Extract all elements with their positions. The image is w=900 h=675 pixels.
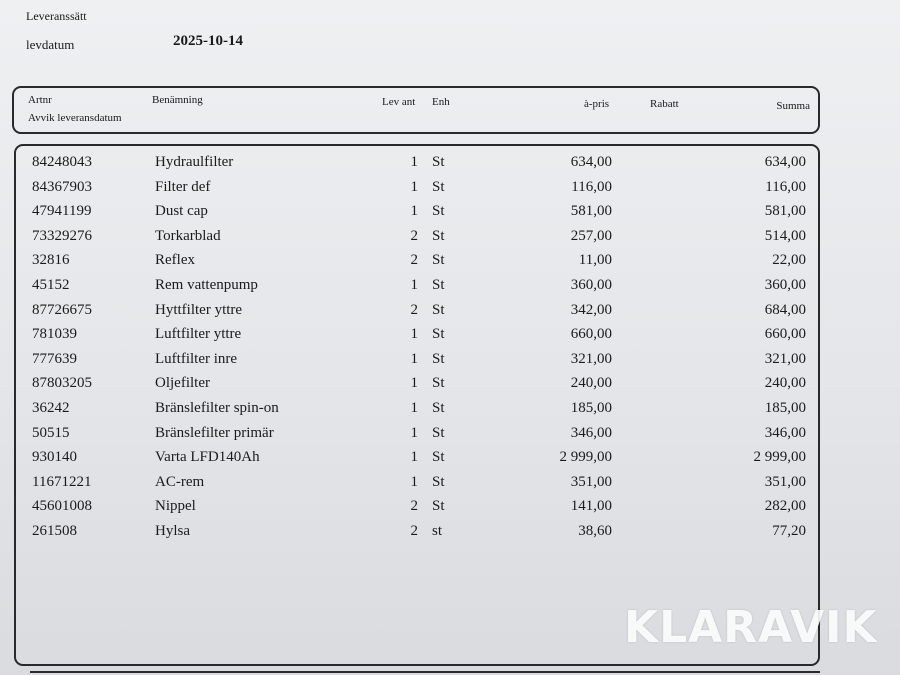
item-artnr: 11671221	[32, 473, 92, 490]
item-name: Hylsa	[155, 523, 190, 539]
item-unit-price: 660,00	[570, 326, 612, 343]
item-artnr: 84248043	[32, 154, 92, 170]
item-sum: 684,00	[764, 301, 806, 318]
delivery-date-label: levdatum	[26, 37, 75, 52]
item-sum: 360,00	[764, 277, 806, 293]
table-row	[16, 471, 818, 493]
item-quantity: 1	[410, 449, 418, 466]
col-header-enh: Enh	[432, 96, 450, 108]
item-unit-price: 11,00	[578, 252, 612, 269]
column-header-box	[12, 86, 820, 134]
item-name: Nippel	[155, 498, 196, 515]
item-artnr: 36242	[32, 400, 70, 416]
table-row	[16, 200, 818, 222]
table-row	[16, 422, 818, 444]
table-row	[16, 372, 818, 394]
item-unit-price: 38,60	[578, 523, 612, 539]
item-quantity: 1	[410, 350, 418, 367]
delivery-date-value: 2025-10-14	[173, 33, 243, 49]
item-quantity: 2	[410, 523, 418, 539]
table-row	[16, 446, 818, 468]
item-sum: 116,00	[765, 178, 806, 195]
item-name: Bränslefilter spin-on	[155, 400, 279, 416]
item-unit: St	[432, 301, 445, 318]
item-sum: 77,20	[772, 523, 806, 539]
item-unit: St	[432, 154, 445, 170]
col-header-summa: Summa	[776, 100, 810, 112]
item-name: Rem vattenpump	[155, 277, 258, 293]
item-unit: St	[432, 277, 445, 293]
item-artnr: 87726675	[32, 301, 92, 318]
table-row	[16, 520, 818, 542]
item-unit-price: 360,00	[570, 277, 612, 293]
item-sum: 22,00	[772, 252, 806, 269]
item-artnr: 45601008	[32, 498, 92, 515]
item-sum: 351,00	[764, 473, 806, 490]
item-quantity: 2	[410, 301, 418, 318]
item-sum: 660,00	[764, 326, 806, 343]
item-unit: St	[432, 203, 445, 220]
col-header-lev-ant: Lev ant	[382, 96, 416, 108]
item-artnr: 87803205	[32, 375, 92, 392]
item-unit: St	[432, 178, 445, 195]
item-quantity: 1	[410, 400, 418, 416]
item-name: Filter def	[155, 178, 211, 195]
item-unit-price: 634,00	[570, 154, 612, 170]
item-name: Oljefilter	[155, 375, 210, 392]
item-quantity: 1	[410, 178, 418, 195]
item-unit: St	[432, 449, 445, 466]
item-name: Varta LFD140Ah	[155, 449, 260, 466]
item-unit-price: 321,00	[570, 350, 612, 367]
item-name: Reflex	[155, 252, 195, 269]
item-unit: St	[432, 375, 445, 392]
item-quantity: 2	[410, 498, 418, 515]
item-artnr: 930140	[32, 449, 77, 466]
item-artnr: 47941199	[32, 203, 92, 220]
table-row	[16, 495, 818, 517]
item-artnr: 50515	[32, 424, 70, 441]
item-unit: St	[432, 473, 445, 490]
item-unit: St	[432, 227, 445, 244]
item-unit-price: 240,00	[570, 375, 612, 392]
item-unit-price: 351,00	[570, 473, 612, 490]
item-artnr: 261508	[32, 523, 77, 539]
item-sum: 321,00	[764, 350, 806, 367]
item-sum: 346,00	[764, 424, 806, 441]
item-artnr: 84367903	[32, 178, 92, 195]
table-row	[16, 176, 818, 198]
item-unit: St	[432, 400, 445, 416]
item-sum: 240,00	[764, 375, 806, 392]
item-quantity: 1	[410, 424, 418, 441]
item-name: Luftfilter inre	[155, 350, 238, 367]
item-unit: St	[432, 498, 445, 515]
item-quantity: 1	[410, 203, 418, 220]
col-header-artnr: Artnr	[28, 94, 52, 106]
item-name: Luftfilter yttre	[155, 326, 242, 343]
table-row	[16, 274, 818, 296]
item-sum: 514,00	[764, 227, 806, 244]
item-quantity: 1	[410, 154, 418, 170]
item-artnr: 73329276	[32, 227, 92, 244]
table-row	[16, 151, 818, 173]
item-unit-price: 185,00	[570, 400, 612, 416]
item-sum: 282,00	[764, 498, 806, 515]
item-quantity: 1	[410, 473, 418, 490]
item-name: Hyttfilter yttre	[155, 301, 243, 318]
table-row	[16, 348, 818, 370]
item-name: Torkarblad	[155, 227, 221, 244]
item-name: Bränslefilter primär	[155, 424, 274, 441]
item-unit: st	[432, 523, 443, 539]
item-artnr: 781039	[32, 326, 77, 343]
item-sum: 185,00	[764, 400, 806, 416]
item-unit-price: 141,00	[570, 498, 612, 515]
col-header-rabatt: Rabatt	[650, 98, 679, 110]
item-name: Hydraulfilter	[155, 154, 234, 170]
col-header-benamning: Benämning	[152, 94, 203, 106]
section-title: Leveranssätt	[26, 9, 87, 23]
table-row	[16, 249, 818, 271]
item-name: AC-rem	[155, 473, 205, 490]
item-unit-price: 581,00	[570, 203, 612, 220]
item-artnr: 777639	[32, 350, 77, 367]
table-row	[16, 323, 818, 345]
col-header-a-pris: à-pris	[584, 98, 610, 110]
watermark-logo: KLARAVIK	[624, 602, 878, 653]
bottom-border	[30, 671, 820, 673]
item-unit: St	[432, 326, 445, 343]
item-quantity: 1	[410, 326, 418, 343]
item-unit-price: 257,00	[570, 227, 612, 244]
item-quantity: 2	[410, 227, 418, 244]
item-artnr: 32816	[32, 252, 70, 269]
item-unit-price: 342,00	[570, 301, 612, 318]
item-quantity: 2	[410, 252, 418, 269]
item-unit: St	[432, 252, 445, 269]
item-unit-price: 116,00	[571, 178, 612, 195]
item-quantity: 1	[410, 277, 418, 293]
items-table	[14, 144, 820, 666]
item-unit-price: 346,00	[570, 424, 612, 441]
item-unit: St	[432, 350, 445, 367]
table-row	[16, 299, 818, 321]
item-artnr: 45152	[32, 277, 70, 293]
item-unit-price: 2 999,00	[559, 449, 612, 466]
item-sum: 634,00	[764, 154, 806, 170]
item-sum: 581,00	[764, 203, 806, 220]
item-unit: St	[432, 424, 445, 441]
col-header-avvik-leveransdatum: Avvik leveransdatum	[28, 112, 122, 124]
table-row	[16, 397, 818, 419]
item-quantity: 1	[410, 375, 418, 392]
item-sum: 2 999,00	[753, 449, 806, 466]
item-name: Dust cap	[155, 203, 208, 220]
table-row	[16, 225, 818, 247]
